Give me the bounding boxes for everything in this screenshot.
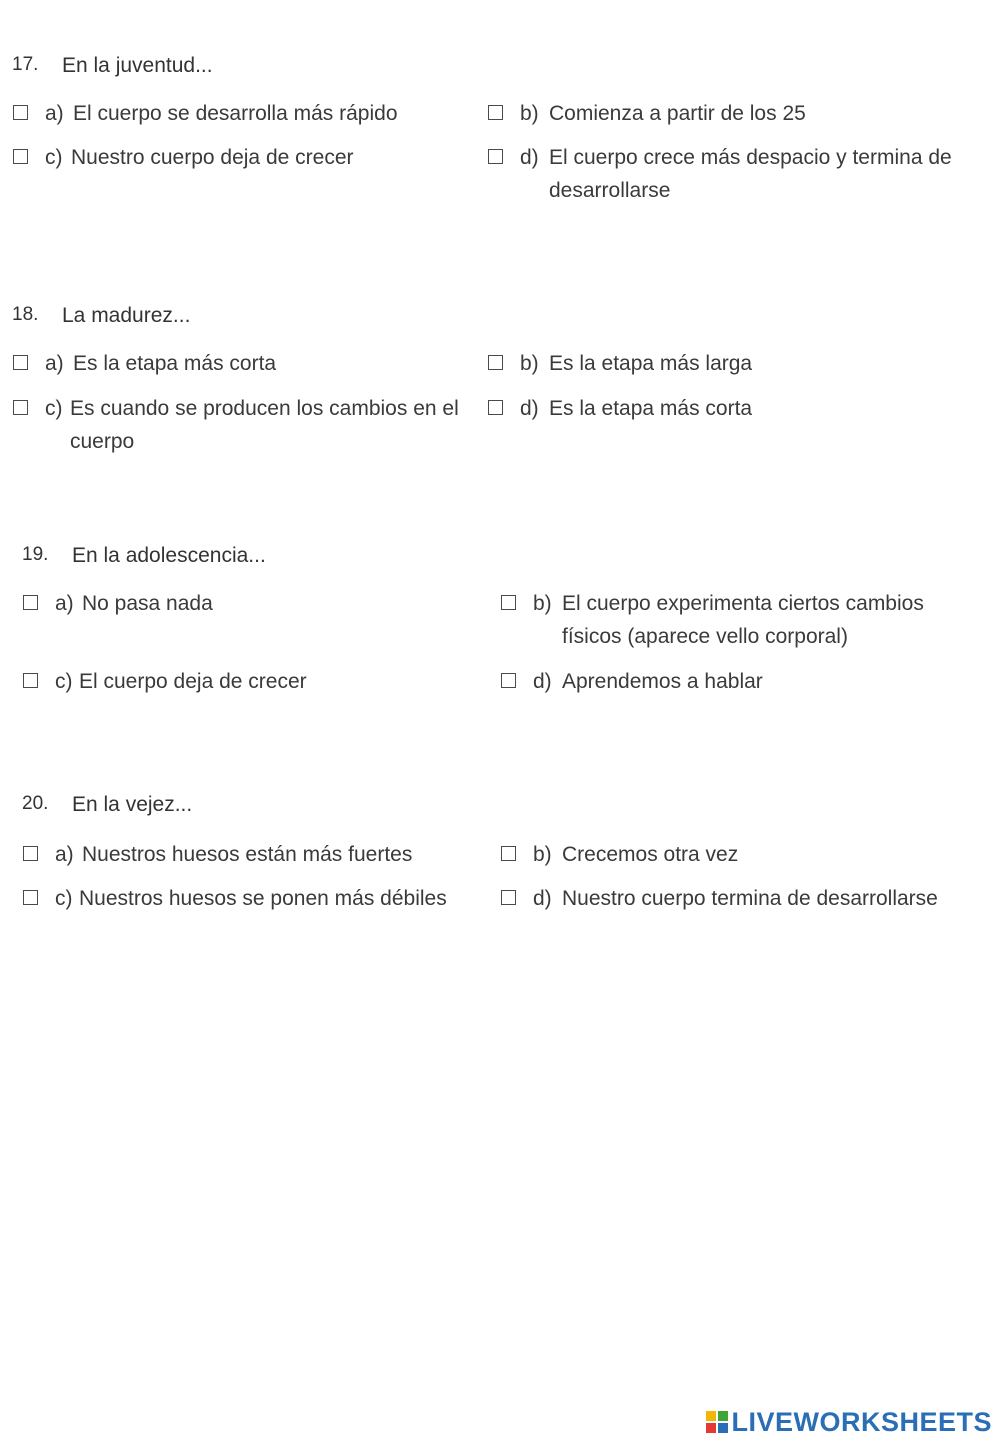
option-text: Crecemos otra vez xyxy=(562,843,739,866)
option-text: El cuerpo deja de crecer xyxy=(79,670,307,693)
option-letter: b) xyxy=(520,352,539,375)
liveworksheets-logo xyxy=(706,1407,992,1437)
option-letter: d) xyxy=(533,887,552,910)
option-letter: b) xyxy=(533,843,552,866)
question-number: 18. xyxy=(12,304,39,325)
checkbox[interactable] xyxy=(23,846,38,861)
checkbox[interactable] xyxy=(501,890,516,905)
option-letter: a) xyxy=(55,592,74,615)
question-prompt: En la vejez... xyxy=(72,793,193,816)
question-prompt: La madurez... xyxy=(62,304,191,327)
question-prompt: En la juventud... xyxy=(62,54,213,77)
question-prompt: En la adolescencia... xyxy=(72,544,266,567)
option-text: Es la etapa más corta xyxy=(73,352,277,375)
checkbox[interactable] xyxy=(23,890,38,905)
option-text: El cuerpo crece más despacio y termina de desarrollarse xyxy=(549,146,952,202)
option-letter: b) xyxy=(533,592,552,615)
option-letter: a) xyxy=(55,843,74,866)
checkbox[interactable] xyxy=(488,149,503,164)
option-text: No pasa nada xyxy=(82,592,213,615)
question-header xyxy=(12,304,190,328)
option-text: El cuerpo experimenta ciertos cambios físicos (aparece vello corporal) xyxy=(562,592,924,648)
liveworksheets-logo-icon xyxy=(706,1411,728,1433)
question-header xyxy=(22,544,266,568)
checkbox[interactable] xyxy=(23,673,38,688)
checkbox[interactable] xyxy=(23,595,38,610)
checkbox[interactable] xyxy=(13,149,28,164)
checkbox[interactable] xyxy=(488,355,503,370)
option-text: Es cuando se producen los cambios en el cuerpo xyxy=(70,397,459,453)
checkbox[interactable] xyxy=(13,400,28,415)
question-number: 17. xyxy=(12,54,39,75)
checkbox[interactable] xyxy=(501,846,516,861)
question-number: 20. xyxy=(22,793,49,814)
option-text: Aprendemos a hablar xyxy=(562,670,763,693)
option-letter: d) xyxy=(520,397,539,420)
option-text: Es la etapa más corta xyxy=(549,397,753,420)
option-letter: c) xyxy=(45,397,63,420)
checkbox[interactable] xyxy=(501,595,516,610)
option-text: Es la etapa más larga xyxy=(549,352,753,375)
option-letter: c) xyxy=(45,146,63,169)
option-letter: c) xyxy=(55,887,73,910)
option-letter: a) xyxy=(45,352,64,375)
option-text: Nuestros huesos están más fuertes xyxy=(82,843,413,866)
checkbox[interactable] xyxy=(13,355,28,370)
option-letter: d) xyxy=(533,670,552,693)
option-letter: a) xyxy=(45,102,64,125)
option-text: El cuerpo se desarrolla más rápido xyxy=(73,102,398,125)
logo-text: LIVEWORKSHEETS xyxy=(731,1406,992,1437)
option-text: Nuestro cuerpo termina de desarrollarse xyxy=(562,887,938,910)
question-header xyxy=(12,54,213,78)
option-letter: d) xyxy=(520,146,539,169)
option-text: Nuestros huesos se ponen más débiles xyxy=(79,887,447,910)
checkbox[interactable] xyxy=(488,400,503,415)
option-letter: b) xyxy=(520,102,539,125)
checkbox[interactable] xyxy=(488,105,503,120)
option-text: Nuestro cuerpo deja de crecer xyxy=(71,146,354,169)
question-number: 19. xyxy=(22,544,49,565)
option-letter: c) xyxy=(55,670,73,693)
question-header xyxy=(22,793,192,817)
checkbox[interactable] xyxy=(13,105,28,120)
checkbox[interactable] xyxy=(501,673,516,688)
option-text: Comienza a partir de los 25 xyxy=(549,102,806,125)
